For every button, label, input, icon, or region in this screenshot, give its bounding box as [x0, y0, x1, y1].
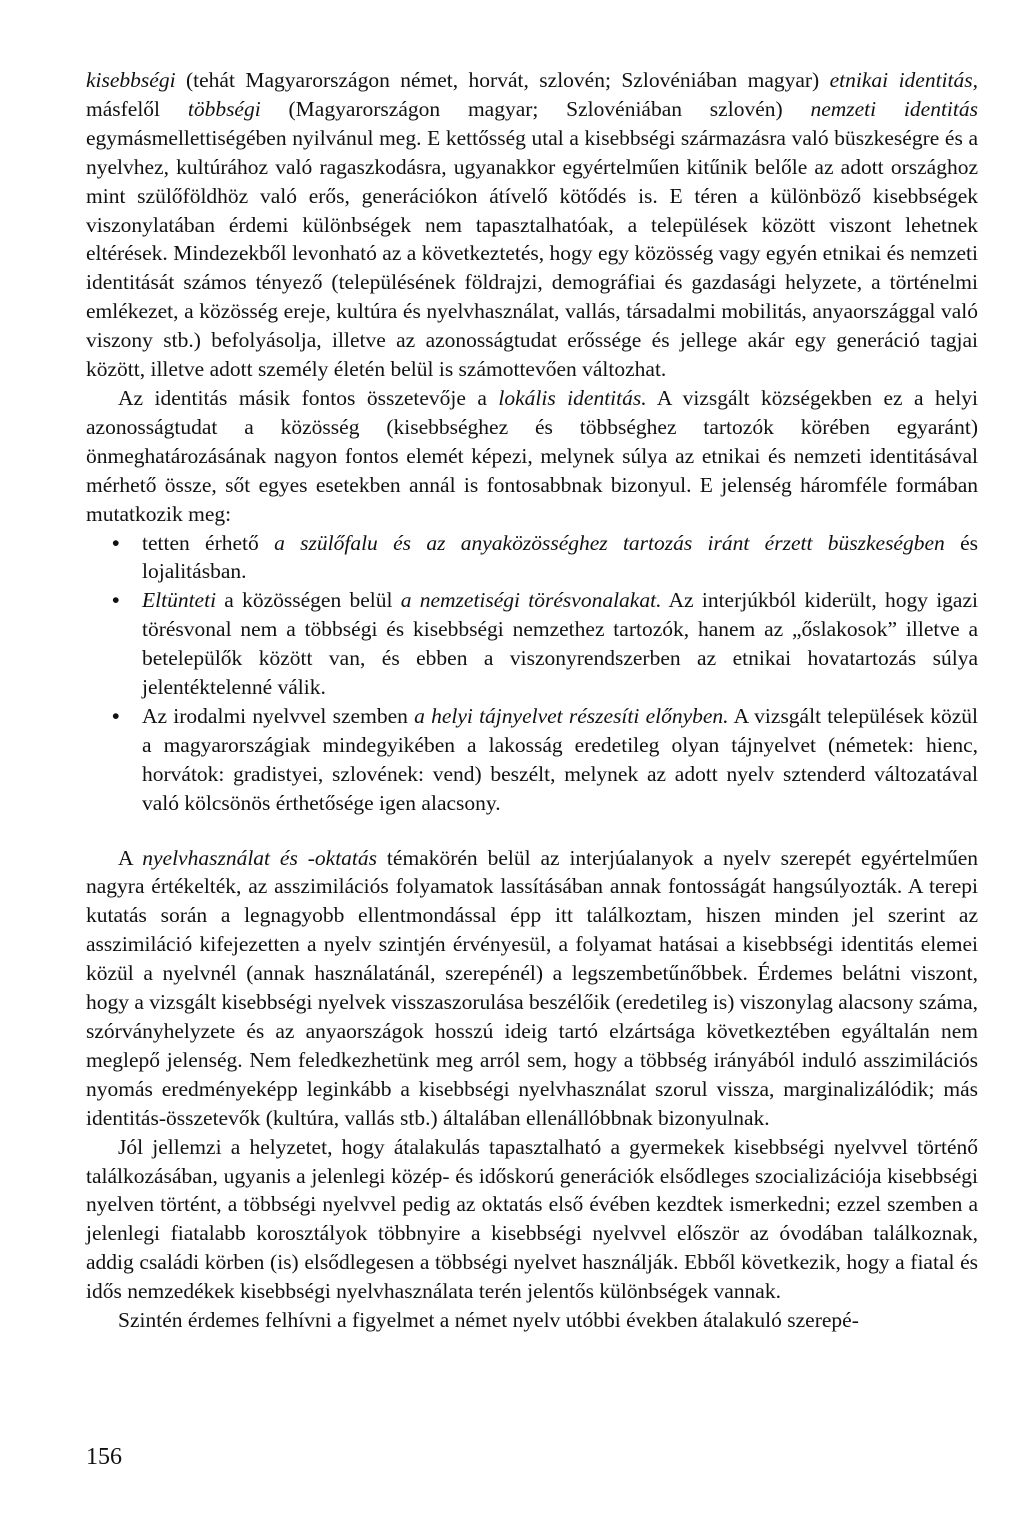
italic-term: Eltünteti	[142, 588, 217, 613]
text-run: A vizsgált községekben ez a helyi azonosságtudat a közösség (kisebbséghez és többséghez tartozók körében egyaránt) önmeghatározásának nagyon fontos elemét képezi, melynek súlya az etnikai és nemzeti identitásával mérhető össze, sőt egyes esetekben annál is fontosabbnak bizonyul. E jelenség háromféle formában mutatkozik meg:	[86, 385, 979, 526]
list-item	[112, 529, 978, 587]
text-run: A	[118, 845, 143, 870]
text-run: A vizsgált települések közül a magyarországiak mindegyikében a lakosság eredetileg olyan tájnyelvet (németek: hienc, horvátok: gradistyei, szlovének: vend) beszélt, melynek az adott nyelv sztenderd változatával való kölcsönös érthetősége igen alacsony.	[142, 703, 978, 815]
text-run: és lojalitásban.	[142, 530, 978, 584]
list-item	[112, 586, 978, 702]
text-run: másfelől	[86, 96, 188, 121]
paragraph-local-identity	[86, 384, 978, 529]
bullet-icon: •	[112, 588, 120, 613]
italic-term: a szülőfalu és az anyaközösséghez tartozás iránt érzett büszkeségben	[274, 530, 945, 555]
bullet-icon: •	[112, 530, 120, 555]
bullet-icon: •	[112, 703, 120, 728]
text-run: egymásmellettiségében nyilvánul meg. E kettősség utal a kisebbségi származásra való büszkeségre és a nyelvhez, kultúrához való ragaszkodásra, ugyanakkor egyértelműen kitűnik belőle az adott országhoz mint szülőföldhöz való erős, generációkon átívelő kötődés is. E téren a különböző kisebbségek viszonylatában érdemi különbségek nem tapasztalhatóak, a települések között viszont lehetnek eltérések. Mindezekből levonható az a következtetés, hogy egy közösség vagy egyén etnikai és nemzeti identitását számos tényező (településének földrajzi, demográfiai és gazdasági helyzete, a történelmi emlékezet, a közösség ereje, kultúra és nyelvhasználat, vallás, társadalmi mobilitás, anyaországgal való viszony stb.) befolyásolja, illetve az azonosságtudat erőssége és jellege akár egy generáció tagjai között, illetve adott személy életén belül is számottevően változhat.	[86, 125, 978, 382]
page-number: 156	[86, 1444, 122, 1470]
text-run: Az identitás másik fontos összetevője a	[118, 385, 499, 410]
paragraph-language-use	[86, 844, 978, 1133]
text-run: Az interjúkból kiderült, hogy igazi törésvonal nem a többségi és kisebbségi nemzethez tartozók, hanem az „őslakosok” illetve a betelepülők között van, és ebben a viszonyrendszerben az etnikai hovatartozás súlya jelentéktelenné válik.	[142, 588, 978, 700]
text-run: a közösségen belül	[216, 588, 401, 613]
paragraph-gap	[86, 818, 978, 844]
italic-term: nyelvhasználat és -oktatás	[142, 845, 378, 870]
text-run: tetten érhető	[142, 530, 275, 555]
paragraph-german-language: Szintén érdemes felhívni a figyelmet a német nyelv utóbbi években átalakuló szerepé-	[118, 1308, 859, 1333]
body-text	[86, 66, 978, 1335]
italic-term: a nemzetiségi törésvonalakat.	[400, 588, 662, 613]
italic-term: a helyi tájnyelvet részesíti előnyben.	[414, 703, 729, 728]
list-item	[112, 702, 978, 818]
bullet-list	[86, 529, 978, 818]
text-run: (tehát Magyarországon német, horvát, szlovén; Szlovéniában magyar)	[175, 68, 830, 92]
text-run: témakörén belül az interjúalanyok a nyelv szerepét egyértelműen nagyra értékelték, az asszimilációs folyamatok lassításában annak fontosságát hangsúlyozták. A terepi kutatás során a legnagyobb ellentmondással épp itt találkoztam, hiszen minden jel szerint az asszimiláció kifejezetten a nyelv szintjén érvényesül, a folyamat hatásai a kisebbségi identitás elemei közül a nyelvnél (annak használatánál, szerepénél) a legszembetűnőbbek. Érdemes belátni viszont, hogy a vizsgált kisebbségi nyelvek visszaszorulása beszélőik (eredetileg is) viszonylag alacsony száma, szórványhelyzete és az anyaországok hosszú ideig tartó elzártsága következtében egyáltalán nem meglepő jelenség. Nem feledkezhetünk meg arról sem, hogy a többség irányából induló asszimilációs nyomás eredményeképp leginkább a kisebbségi nyelvhasználat szorul vissza, marginalizálódik; más identitás-összetevők (kultúra, vallás stb.) általában ellenállóbbnak bizonyulnak.	[86, 845, 978, 1130]
italic-term: többségi	[187, 96, 261, 121]
italic-term: lokális identitás.	[498, 385, 647, 410]
paragraph-identity-duality	[86, 66, 978, 384]
text-run: (Magyarországon magyar; Szlovéniában szlovén)	[260, 96, 811, 121]
paragraph-generations: Jól jellemzi a helyzetet, hogy átalakulás tapasztalható a gyermekek kisebbségi nyelvvel történő találkozásában, ugyanis a jelenlegi közép- és időskorú generációk elsődleges szocializációja kisebbségi nyelven történt, a többségi nyelvvel pedig az oktatás első évében kezdtek ismerkedni; ezzel szemben a jelenlegi fiatalabb korosztályok többnyire a kisebbségi nyelvvel először az óvodában találkoznak, addig családi körben (is) elsődlegesen a többségi nyelvet használják. Ebből következik, hogy a fiatal és idős nemzedékek kisebbségi nyelvhasználata terén jelentős különbségek vannak.	[86, 1134, 978, 1304]
italic-term: nemzeti identitás	[810, 96, 978, 121]
italic-term: kisebbségi	[86, 68, 176, 92]
text-run: Az irodalmi nyelvvel szemben	[142, 703, 415, 728]
italic-term: etnikai identitás,	[829, 68, 978, 92]
